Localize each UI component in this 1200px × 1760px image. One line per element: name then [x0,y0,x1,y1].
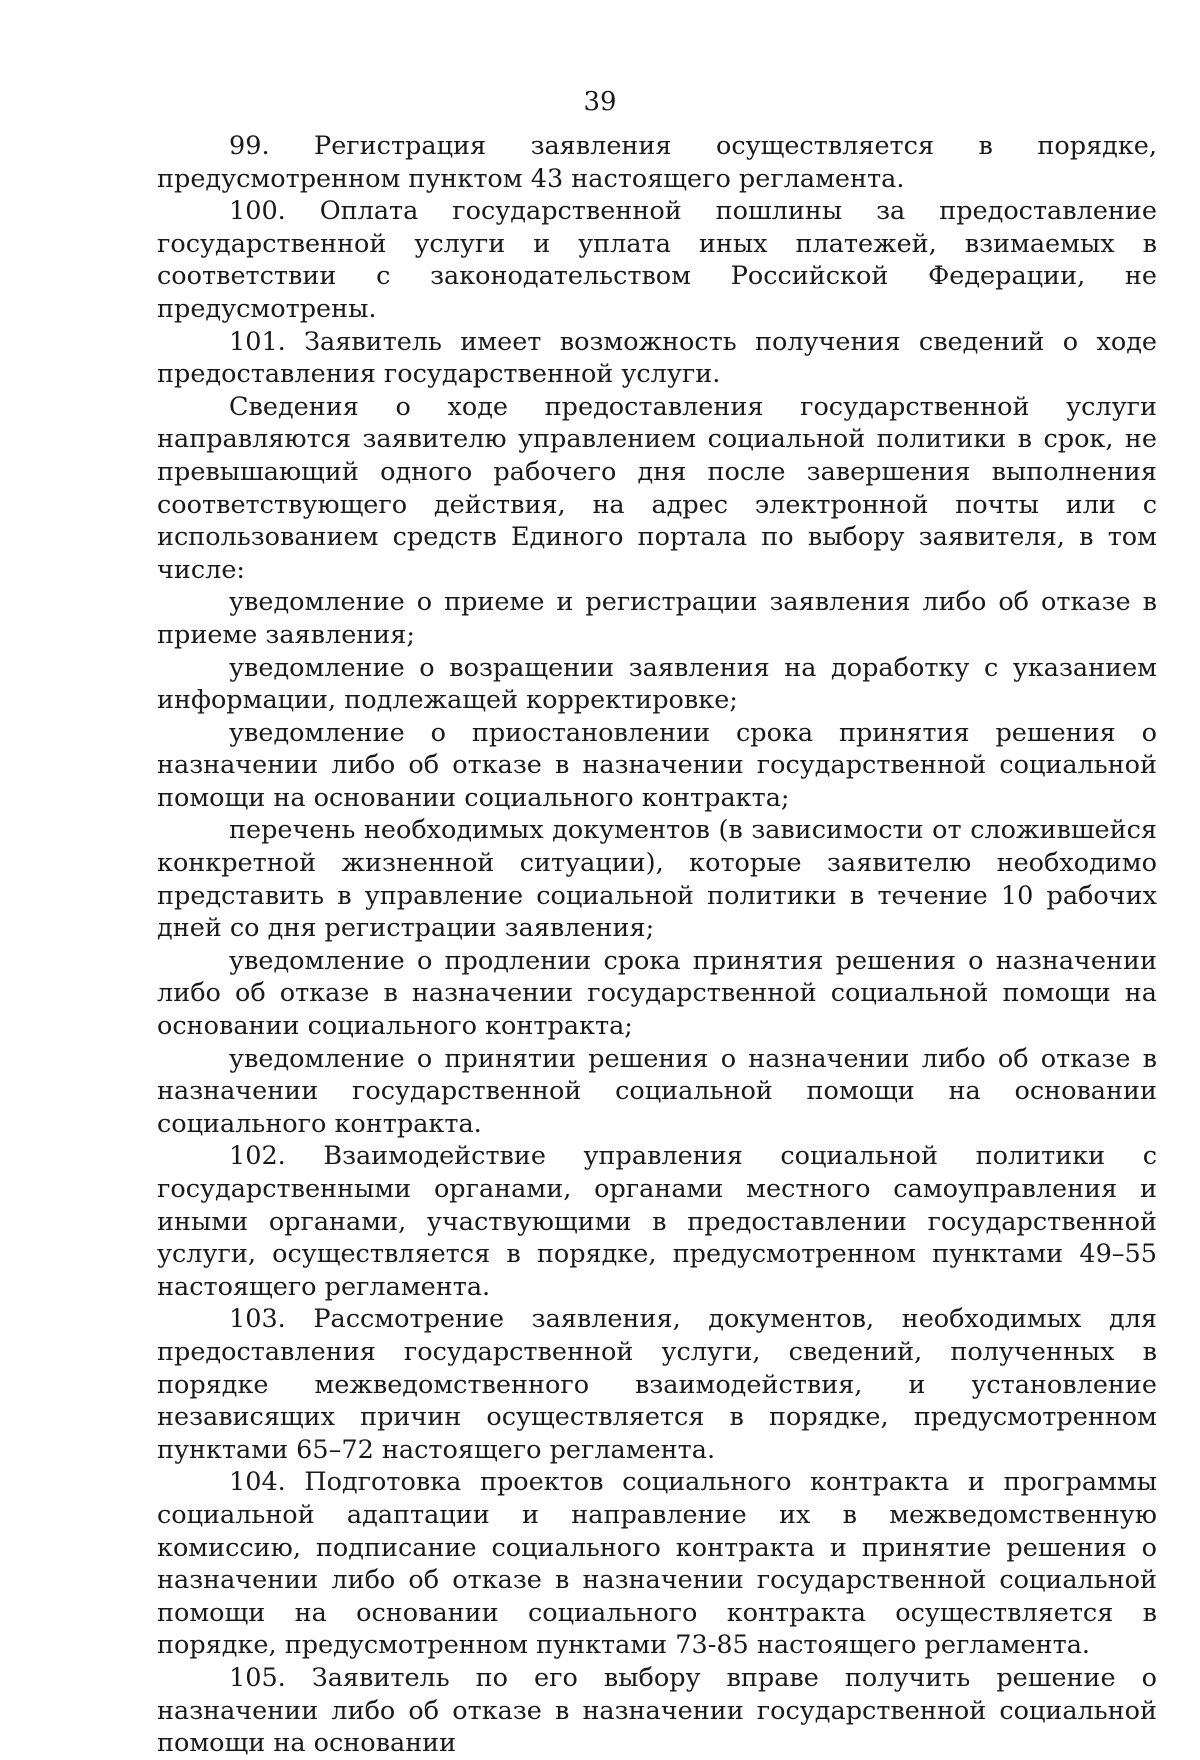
paragraph-105: 105. Заявитель по его выбору вправе получить решение о назначении либо об отказе в назначении государственной социальной помощи на основании [157,1662,1157,1759]
paragraph-103: 103. Рассмотрение заявления, документов, необходимых для предоставления государственной услуги, сведений, полученных в порядке межведомственного взаимодействия, и установление независящих причин осуществляется в порядке, предусмотренном пунктами 65–72 настоящего регламента. [157,1304,1157,1465]
paragraph-100: 100. Оплата государственной пошлины за предоставление государственной услуги и уплата иных платежей, взимаемых в соответствии с законодательством Российской Федерации, не предусмотрены. [157,196,1157,324]
paragraph-101: 101. Заявитель имеет возможность получения сведений о ходе предоставления государственной услуги. [157,326,1157,390]
document-body [157,130,1157,1760]
list-item-notification-suspension: уведомление о приостановлении срока принятия решения о назначении либо об отказе в назначении государственной социальной помощи на основании социального контракта; [157,717,1157,813]
paragraph-104: 104. Подготовка проектов социального контракта и программы социальной адаптации и направление их в межведомственную комиссию, подписание социального контракта и принятие решения о назначении либо об отказе в назначении государственной социальной помощи на основании социального контракта осуществляется в порядке, предусмотренном пунктами 73-85 настоящего регламента. [157,1467,1157,1661]
list-item-notification-receipt: уведомление о приеме и регистрации заявления либо об отказе в приеме заявления; [157,587,1157,650]
list-item-notification-return: уведомление о возращении заявления на доработку с указанием информации, подлежащей корректировке; [157,652,1157,716]
paragraph-99: 99. Регистрация заявления осуществляется в порядке, предусмотренном пунктом 43 настоящего регламента. [157,131,1157,194]
list-item-documents-list: перечень необходимых документов (в зависимости от сложившейся конкретной жизненной ситуации), которые заявителю необходимо представить в управление социальной политики в течение 10 рабочих дней со дня регистрации заявления; [157,815,1157,944]
list-item-notification-extension: уведомление о продлении срока принятия решения о назначении либо об отказе в назначении государственной социальной помощи на основании социального контракта; [157,945,1157,1042]
paragraph-101-details: Сведения о ходе предоставления государственной услуги направляются заявителю управлением социальной политики в срок, не превышающий одного рабочего дня после завершения выполнения соответствующего действия, на адрес электронной почты или с использованием средств Единого портала по выбору заявителя, в том числе: [157,391,1157,585]
page-number: 39 [583,87,617,117]
list-item-notification-decision: уведомление о принятии решения о назначении либо об отказе в назначении государственной социальной помощи на основании социального контракта. [157,1043,1157,1139]
paragraph-102: 102. Взаимодействие управления социальной политики с государственными органами, органами местного самоуправления и иными органами, участвующими в предоставлении государственной услуги, осуществляется в порядке, предусмотренном пунктами 49–55 настоящего регламента. [157,1141,1157,1302]
